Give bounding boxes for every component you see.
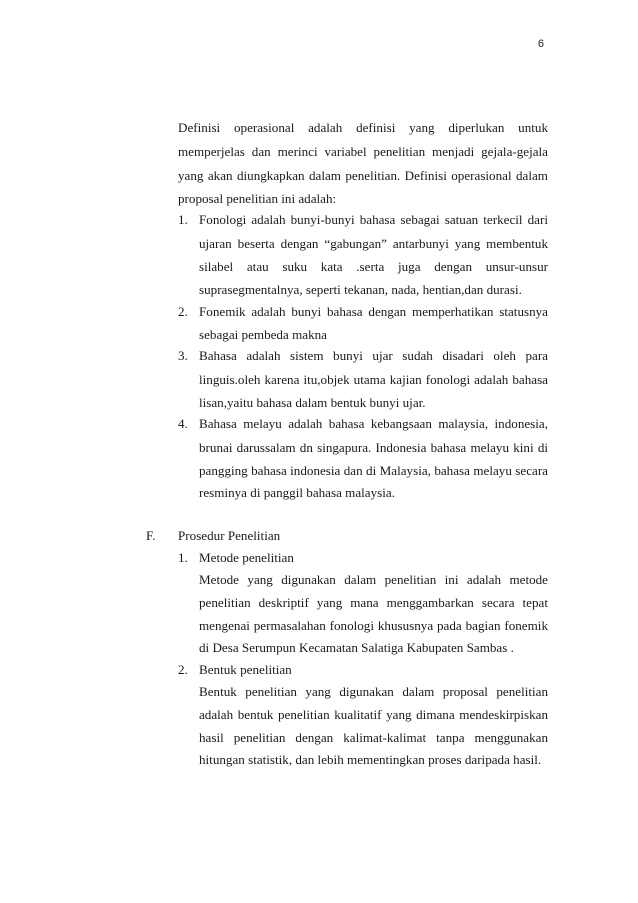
subsection-line: hitungan statistik, dan lebih mementingkan proses daripada hasil. — [199, 752, 542, 767]
intro-line: Definisi operasional adalah definisi yang diperlukan untuk — [178, 120, 548, 135]
subsection-number: 2. — [178, 662, 188, 677]
subsection-number: 1. — [178, 550, 188, 565]
section-title: Prosedur Penelitian — [178, 528, 281, 543]
subsection-line: hasil penelitian dengan kalimat-kalimat tanpa menggunakan — [199, 730, 548, 745]
page-number: 6 — [537, 38, 544, 50]
subsection-title: Bentuk penelitian — [199, 662, 292, 677]
list-line: Fonologi adalah bunyi-bunyi bahasa sebagai satuan terkecil dari — [199, 212, 548, 227]
list-line: Bahasa adalah sistem bunyi ujar sudah disadari oleh para — [199, 348, 548, 363]
subsection-line: Metode yang digunakan dalam penelitian ini adalah metode — [199, 572, 548, 587]
subsection-line: penelitian deskriptif yang mana menggambarkan secara tepat — [199, 595, 548, 610]
subsection-line: mengenai permasalahan fonologi khususnya pada bagian fonemik — [199, 618, 548, 633]
list-number: 3. — [178, 348, 188, 363]
list-line: Fonemik adalah bunyi bahasa dengan memperhatikan statusnya — [199, 304, 548, 319]
list-line: pangging bahasa indonesia dan di Malaysia, bahasa melayu secara — [199, 463, 548, 478]
list-line: lisan,yaitu bahasa dalam bentuk bunyi ujar. — [199, 395, 426, 410]
list-line: ujaran beserta dengan “gabungan” antarbunyi yang membentuk — [199, 236, 548, 251]
subsection-line: adalah bentuk penelitian kualitatif yang dimana mendeskirpiskan — [199, 707, 548, 722]
subsection-line: Bentuk penelitian yang digunakan dalam proposal penelitian — [199, 684, 548, 699]
list-number: 2. — [178, 304, 188, 319]
list-line: linguis.oleh karena itu,objek utama kajian fonologi adalah bahasa — [199, 372, 548, 387]
section-letter: F. — [146, 528, 156, 543]
intro-line: proposal penelitian ini adalah: — [178, 191, 337, 206]
list-line: silabel atau suku kata .serta juga dengan unsur-unsur — [199, 259, 548, 274]
intro-line: yang akan diungkapkan dalam penelitian. Definisi operasional dalam — [178, 168, 548, 183]
list-line: sebagai pembeda makna — [199, 327, 327, 342]
intro-line: memperjelas dan merinci variabel penelitian menjadi gejala-gejala — [178, 144, 548, 159]
list-line: brunai darussalam dn singapura. Indonesia bahasa melayu kini di — [199, 440, 548, 455]
list-number: 1. — [178, 212, 188, 227]
subsection-line: di Desa Serumpun Kecamatan Salatiga Kabupaten Sambas . — [199, 640, 514, 655]
list-line: resminya di panggil bahasa malaysia. — [199, 485, 395, 500]
list-line: Bahasa melayu adalah bahasa kebangsaan malaysia, indonesia, — [199, 416, 548, 431]
list-number: 4. — [178, 416, 188, 431]
subsection-title: Metode penelitian — [199, 550, 294, 565]
list-line: suprasegmentalnya, seperti tekanan, nada, hentian,dan durasi. — [199, 282, 522, 297]
